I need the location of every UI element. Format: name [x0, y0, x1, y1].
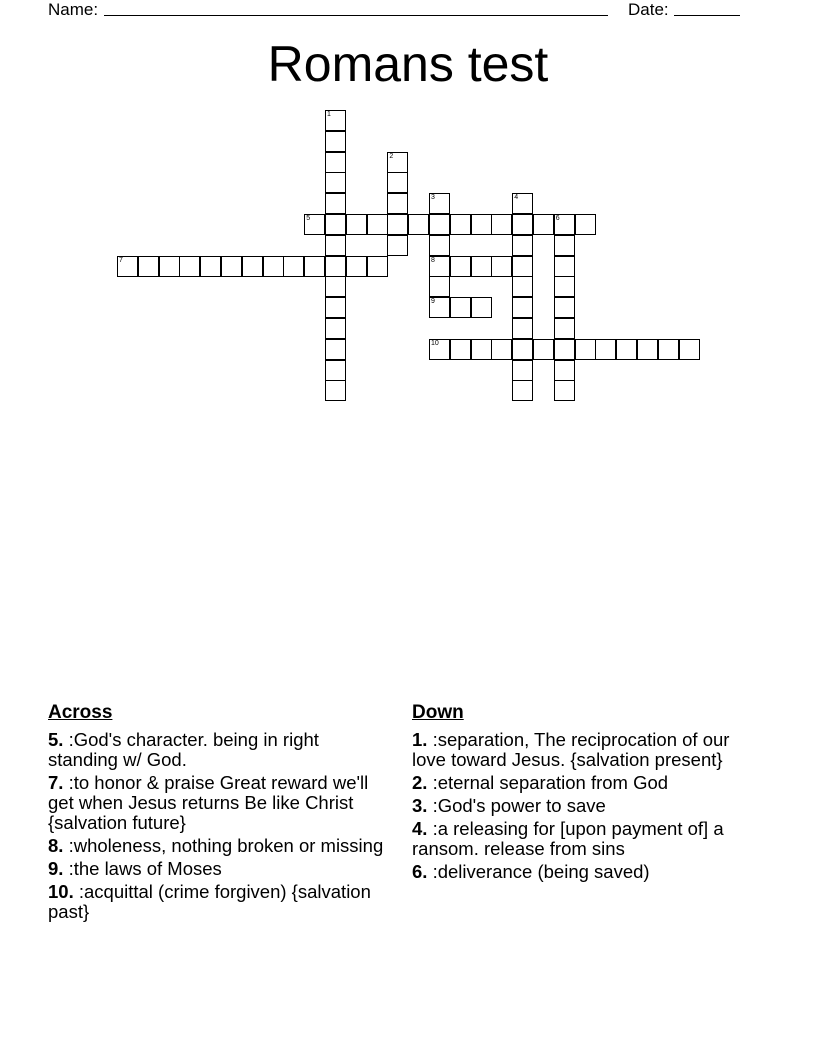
crossword-cell[interactable]: [491, 256, 512, 277]
across-clue: [48, 730, 388, 770]
crossword-cell[interactable]: [450, 297, 471, 318]
crossword-cell[interactable]: [533, 339, 554, 360]
crossword-cell[interactable]: [325, 360, 346, 381]
clue-text: :deliverance (being saved): [432, 861, 650, 882]
clue-number: 5.: [48, 729, 64, 750]
clue-text: :to honor & praise Great reward we'll get when Jesus returns Be like Christ {salvation future}: [48, 772, 369, 833]
clue-number: 4.: [412, 818, 428, 839]
crossword-cell[interactable]: [575, 214, 596, 235]
clue-text: :acquittal (crime forgiven) {salvation past}: [48, 881, 371, 922]
crossword-cell[interactable]: [283, 256, 304, 277]
crossword-cell[interactable]: [658, 339, 679, 360]
crossword-cell[interactable]: [471, 297, 492, 318]
crossword-cell[interactable]: [471, 256, 492, 277]
crossword-cell[interactable]: [325, 193, 346, 214]
clue-number: 7.: [48, 772, 64, 793]
crossword-cell[interactable]: [263, 256, 284, 277]
name-label: Name:: [48, 0, 99, 19]
crossword-cell[interactable]: [554, 256, 575, 277]
crossword-cell[interactable]: [159, 256, 180, 277]
page-title: Romans test: [267, 36, 549, 92]
crossword-cell[interactable]: [325, 214, 346, 235]
clue-number: 3.: [412, 795, 428, 816]
down-clue: [412, 773, 752, 793]
crossword-cell[interactable]: [387, 214, 408, 235]
crossword-cell[interactable]: [429, 214, 450, 235]
crossword-cell[interactable]: [512, 193, 533, 214]
crossword-cell[interactable]: [512, 360, 533, 381]
down-clues: [412, 702, 752, 885]
clue-text: :a releasing for [upon payment of] a ransom. release from sins: [412, 818, 724, 859]
crossword-cell[interactable]: [325, 152, 346, 173]
crossword-cell[interactable]: [325, 110, 346, 131]
crossword-cell[interactable]: [429, 339, 450, 360]
crossword-cell[interactable]: [429, 235, 450, 256]
down-clue: [412, 819, 752, 859]
crossword-cell[interactable]: [533, 214, 554, 235]
clue-text: :eternal separation from God: [432, 772, 669, 793]
crossword-cell[interactable]: [325, 256, 346, 277]
clue-text: :wholeness, nothing broken or missing: [68, 835, 384, 856]
crossword-cell[interactable]: [387, 193, 408, 214]
crossword-cell[interactable]: [471, 214, 492, 235]
crossword-cell[interactable]: [554, 339, 575, 360]
crossword-cell[interactable]: [325, 339, 346, 360]
crossword-cell[interactable]: [429, 193, 450, 214]
crossword-cell[interactable]: [242, 256, 263, 277]
crossword-cell[interactable]: [471, 339, 492, 360]
clue-text: :God's character. being in right standing w/ God.: [48, 729, 319, 770]
down-clue: [412, 796, 752, 816]
crossword-cell[interactable]: [491, 214, 512, 235]
cell-number: 10: [431, 339, 439, 347]
across-clue: [48, 773, 388, 833]
crossword-cell[interactable]: [429, 297, 450, 318]
crossword-cell[interactable]: [679, 339, 700, 360]
cell-number: 3: [431, 194, 435, 202]
clue-number: 9.: [48, 858, 64, 879]
crossword-cell[interactable]: [554, 318, 575, 339]
clue-text: :God's power to save: [432, 795, 606, 816]
crossword-cell[interactable]: [325, 235, 346, 256]
crossword-cell[interactable]: [429, 256, 450, 277]
crossword-cell[interactable]: [179, 256, 200, 277]
crossword-cell[interactable]: [554, 380, 575, 401]
crossword-cell[interactable]: [138, 256, 159, 277]
crossword-cell[interactable]: [554, 214, 575, 235]
crossword-cell[interactable]: [450, 214, 471, 235]
crossword-cell[interactable]: [325, 318, 346, 339]
down-heading: Down: [412, 702, 464, 723]
crossword-cell[interactable]: [512, 339, 533, 360]
crossword-cell[interactable]: [387, 172, 408, 193]
crossword-cell[interactable]: [637, 339, 658, 360]
across-clue: [48, 882, 388, 922]
crossword-cell[interactable]: [346, 256, 367, 277]
across-clues: [48, 702, 388, 925]
crossword-cell[interactable]: [117, 256, 138, 277]
crossword-cell[interactable]: [554, 360, 575, 381]
crossword-cell[interactable]: [325, 297, 346, 318]
crossword-cell[interactable]: [450, 256, 471, 277]
clue-text: :the laws of Moses: [68, 858, 222, 879]
cell-number: 2: [389, 152, 394, 160]
crossword-cell[interactable]: [429, 276, 450, 297]
crossword-cell[interactable]: [304, 256, 325, 277]
crossword-cell[interactable]: [512, 380, 533, 401]
crossword-cell[interactable]: [387, 235, 408, 256]
crossword-cell[interactable]: [325, 276, 346, 297]
down-clue: [412, 862, 752, 882]
crossword-cell[interactable]: [512, 235, 533, 256]
cell-number: 1: [327, 111, 331, 118]
crossword-cell[interactable]: [408, 214, 429, 235]
crossword-cell[interactable]: [450, 339, 471, 360]
cell-number: 9: [431, 298, 435, 306]
cell-number: 4: [514, 194, 519, 202]
crossword-cell[interactable]: [554, 276, 575, 297]
cell-number: 5: [306, 215, 311, 222]
date-label: Date:: [628, 0, 669, 19]
clue-number: 8.: [48, 835, 64, 856]
cell-number: 8: [431, 256, 435, 264]
crossword-cell[interactable]: [221, 256, 242, 277]
crossword-cell[interactable]: [554, 297, 575, 318]
crossword-cell[interactable]: [512, 214, 533, 235]
across-clue: [48, 859, 388, 879]
crossword-cell[interactable]: [554, 235, 575, 256]
clue-number: 2.: [412, 772, 428, 793]
clue-number: 1.: [412, 729, 428, 750]
crossword-cell[interactable]: [512, 276, 533, 297]
across-clue: [48, 836, 388, 856]
down-clue: [412, 730, 752, 770]
across-heading: Across: [48, 702, 113, 723]
crossword-cell[interactable]: [346, 214, 367, 235]
crossword-cell[interactable]: [512, 297, 533, 318]
crossword-cell[interactable]: [616, 339, 637, 360]
crossword-cell[interactable]: [325, 131, 346, 152]
clue-number: 6.: [412, 861, 428, 882]
crossword-cell[interactable]: [200, 256, 221, 277]
crossword-cell[interactable]: [575, 339, 596, 360]
clue-text: :separation, The reciprocation of our love toward Jesus. {salvation present}: [412, 729, 730, 770]
clue-number: 10.: [48, 881, 74, 902]
crossword-cell[interactable]: [304, 214, 325, 235]
crossword-cell[interactable]: [491, 339, 512, 360]
cell-number: 6: [555, 215, 560, 222]
crossword-cell[interactable]: [367, 214, 388, 235]
crossword-grid: [0, 0, 816, 420]
crossword-cell[interactable]: [325, 380, 346, 401]
crossword-cell[interactable]: [387, 152, 408, 173]
cell-number: 7: [119, 256, 123, 264]
crossword-cell[interactable]: [512, 318, 533, 339]
crossword-cell[interactable]: [512, 256, 533, 277]
crossword-cell[interactable]: [595, 339, 616, 360]
crossword-cell[interactable]: [325, 172, 346, 193]
crossword-cell[interactable]: [367, 256, 388, 277]
